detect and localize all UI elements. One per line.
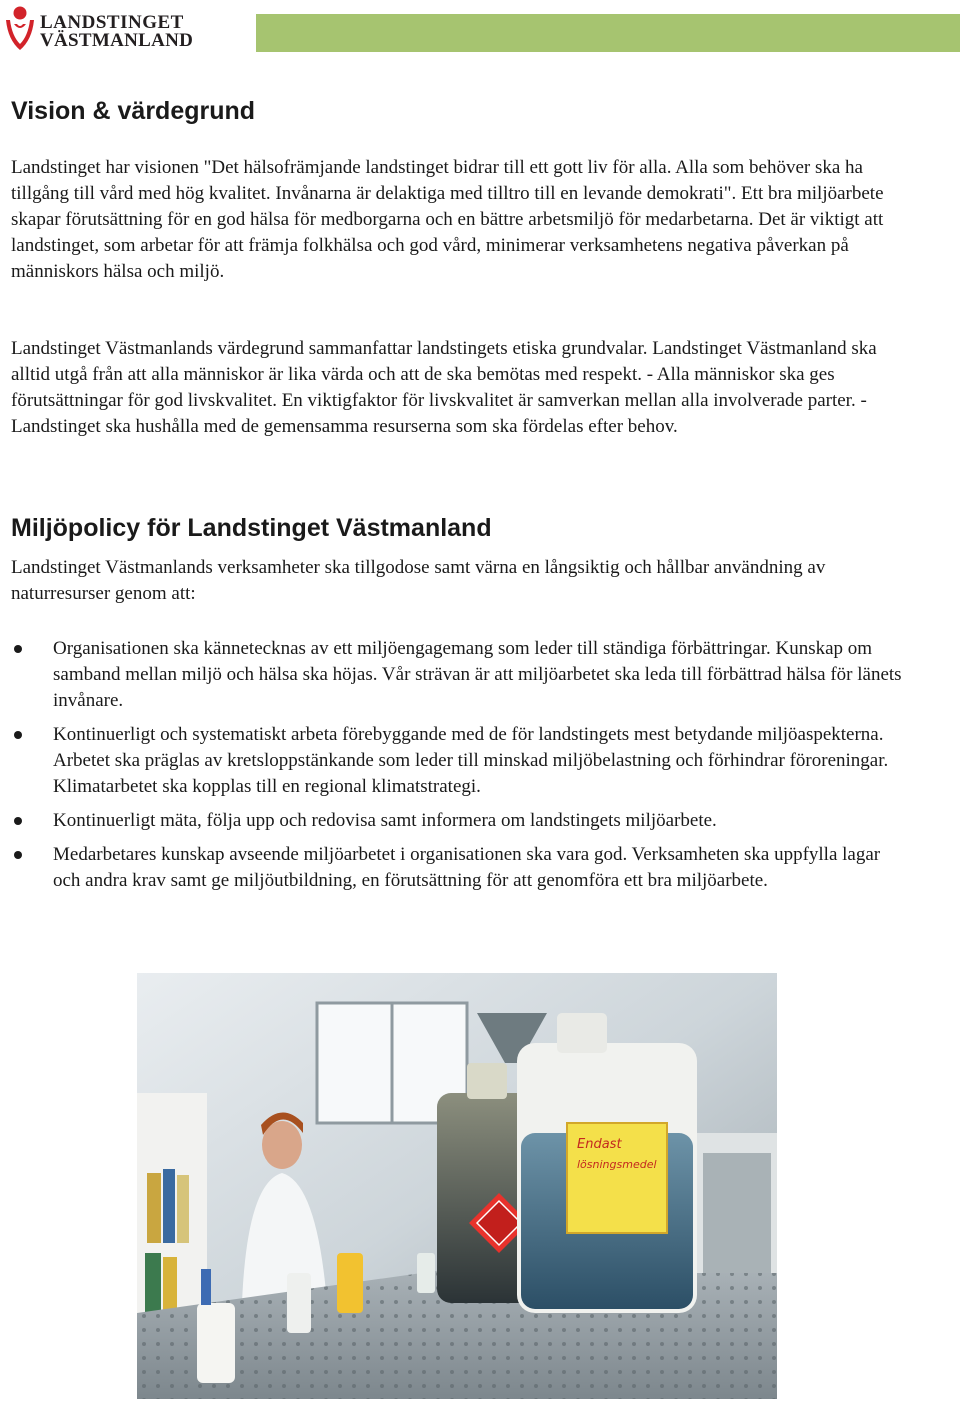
lab-photo-illustration [137,973,777,1399]
vision-heading: Vision & värdegrund [11,97,256,125]
canister-label-line-2: lösningsmedel [577,1158,657,1171]
bullet-icon [14,817,22,825]
bullet-icon [14,851,22,859]
lab-photo [137,973,777,1399]
vision-paragraph-1: Landstinget har visionen "Det hälsofrämjande landstinget bidrar till ett gott liv för alla. Alla som behöver ska ha tillgång till vård med hög kvalitet. Invånarna är delaktiga med tilltro till en levande demokrati". Ett bra miljöarbete skapar förutsättning för en god hälsa för medborgarna och en bättre arbetsmiljö för medarbetarna. Det är viktigt att landstinget, som arbetar för att främja folkhälsa och god vård, minimerar verksamhetens negativa påverkan på människors hälsa och miljö. [11,157,884,282]
list-item: Organisationen ska kännetecknas av ett miljöengagemang som leder till ständiga förbättringar. Kunskap om samband mellan miljö och hälsa ska höjas. Vår strävan är att miljöarbetet ska leda till förbättrad hälsa för länets invånare. [11,636,911,714]
landstinget-logo [4,6,194,56]
list-item: Medarbetares kunskap avseende miljöarbetet i organisationen ska vara god. Verksamheten ska uppfylla lagar och andra krav samt ge miljöutbildning, en förutsättning för att genomföra ett bra miljöarbete. [11,842,911,894]
bullet-icon [14,731,22,739]
logo-figure-icon [4,6,44,56]
header-accent-bar [256,14,960,52]
list-item: Kontinuerligt och systematiskt arbeta förebyggande med de för landstingets mest betydande miljöaspekterna. Arbetet ska präglas av kretsloppstänkande som leder till minskad miljöbelastning och förhindrar föroreningar. Klimatarbetet ska kopplas till en regional klimatstrategi. [11,722,911,800]
vision-paragraph-2: Landstinget Västmanlands värdegrund sammanfattar landstingets etiska grundvalar. Landstinget Västmanland ska alltid utgå från att alla människor är lika värda och att de ska bemötas med respekt. - Alla människor ska ges förutsättningar för god livskvalitet. En viktigfaktor för livskvalitet är samverkan mellan alla involverade parter. - Landstinget ska hushålla med de gemensamma resurserna som ska fördelas efter behov. [11,338,877,437]
bullet-icon [14,645,22,653]
policy-list [11,636,911,902]
canister-label-line-1: Endast [577,1137,622,1152]
policy-intro: Landstinget Västmanlands verksamheter ska tillgodose samt värna en långsiktig och hållbar användning av naturresurser genom att: [11,557,826,604]
logo-line-1: LANDSTINGET [40,12,184,33]
logo-line-2: VÄSTMANLAND [40,30,194,51]
policy-heading: Miljöpolicy för Landstinget Västmanland [11,514,492,542]
page-header [0,0,960,60]
list-item: Kontinuerligt mäta, följa upp och redovisa samt informera om landstingets miljöarbete. [11,808,911,834]
